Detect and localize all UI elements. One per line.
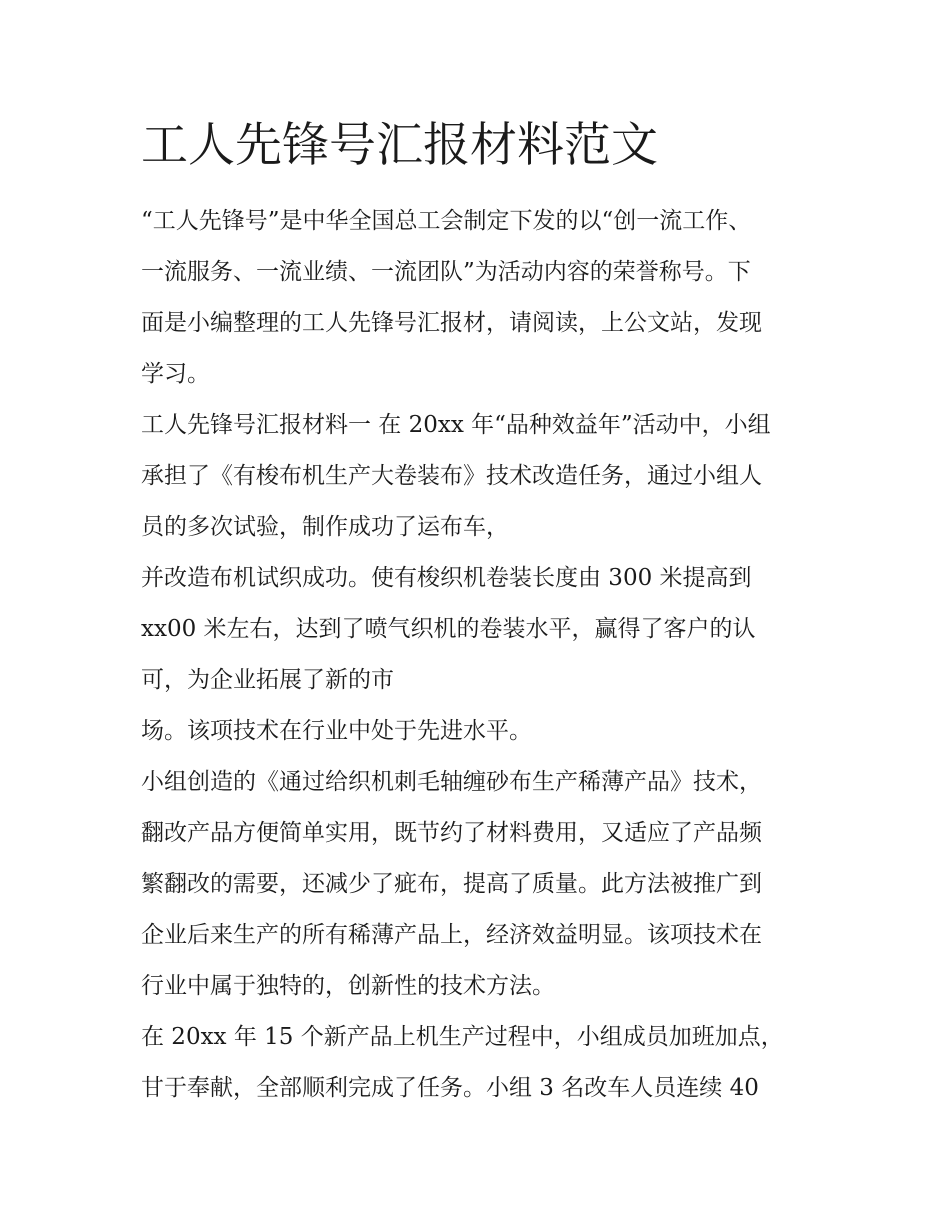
body-line: xx00 米左右，达到了喷气织机的卷装水平，赢得了客户的认	[141, 616, 756, 642]
body-line: 甘于奉献，全部顺利完成了任务。小组 3 名改车人员连续 40	[141, 1075, 759, 1101]
body-line: 行业中属于独特的，创新性的技术方法。	[141, 973, 555, 999]
body-line: 企业后来生产的所有稀薄产品上，经济效益明显。该项技术在	[141, 922, 762, 948]
body-line: 并改造布机试织成功。使有梭织机卷装长度由 300 米提高到	[141, 565, 752, 591]
body-line: 在 20xx 年 15 个新产品上机生产过程中，小组成员加班加点，	[141, 1024, 784, 1050]
body-line: 繁翻改的需要，还减少了疵布，提高了质量。此方法被推广到	[141, 871, 762, 897]
body-line: 学习。	[141, 361, 210, 387]
body-line: 场。该项技术在行业中处于先进水平。	[141, 718, 532, 744]
body-line: 工人先锋号汇报材料一 在 20xx 年“品种效益年”活动中，小组	[141, 412, 771, 438]
body-line: 面是小编整理的工人先锋号汇报材，请阅读，上公文站，发现	[141, 310, 762, 336]
body-line: 小组创造的《通过给织机刺毛轴缠砂布生产稀薄产品》技术，	[141, 769, 762, 795]
body-line: 员的多次试验，制作成功了运布车，	[141, 514, 509, 540]
body-line: 可，为企业拓展了新的市	[141, 667, 394, 693]
body-line: 翻改产品方便简单实用，既节约了材料费用，又适应了产品频	[141, 820, 762, 846]
body-line: 承担了《有梭布机生产大卷装布》技术改造任务，通过小组人	[141, 463, 762, 489]
body-line: “工人先锋号”是中华全国总工会制定下发的以“创一流工作、	[141, 208, 752, 234]
body-line: 一流服务、一流业绩、一流团队”为活动内容的荣誉称号。下	[141, 259, 751, 285]
document-title: 工人先锋号汇报材料范文	[141, 118, 658, 173]
document-body	[141, 196, 821, 1114]
